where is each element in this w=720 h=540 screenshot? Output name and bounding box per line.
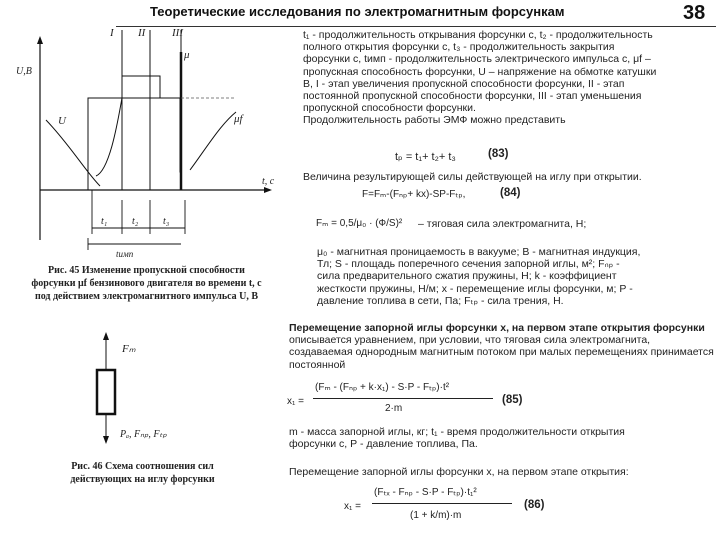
stage-label-2: II	[138, 27, 146, 39]
text-line: полного открытия форсунки с, t₃ - продолжительность закрытия	[303, 41, 615, 54]
equation-83: tₚ = t₁+ t₂+ t₃	[395, 151, 456, 163]
flow-step	[122, 76, 160, 98]
fig45-caption-line: форсунки μf бензинового двигателя во времени t, c	[31, 278, 262, 289]
x-axis-arrow	[264, 187, 272, 193]
equation-85-denominator: 2·m	[385, 403, 403, 414]
equation-83-number: (83)	[488, 148, 509, 160]
axis-y-label: U,В	[16, 66, 32, 77]
mu-label: μ	[184, 49, 190, 61]
motion-line: потоком при малых перемещениях принимается постоянной	[289, 346, 714, 371]
t2-label: t₂	[132, 216, 139, 227]
motion-line: тяговая сила электромагнита, создаваемая однородным магнитным	[289, 334, 651, 359]
force-top-label: Fₘ	[122, 343, 136, 355]
needle-body	[97, 370, 115, 414]
voltage-pulse	[88, 98, 181, 190]
motion-line: описывается уравнением, при условии, что	[289, 334, 502, 347]
voltage-curve	[46, 112, 236, 186]
t3-label: t₃	[163, 216, 170, 227]
equation-84-number: (84)	[500, 187, 521, 199]
muf-label: μf	[234, 113, 243, 125]
text-line: Тл; S - площадь поперечного сечения запорной иглы, м²; Fₙₚ -	[317, 258, 620, 271]
equation-85-lhs: x₁ =	[287, 396, 304, 407]
page-number: 38	[683, 2, 706, 24]
text-line: t₁ - продолжительность открывания форсунки с, t₂ - продолжительность	[303, 29, 653, 41]
figure-45-graph	[0, 14, 300, 264]
fig46-caption-line: действующих на иглу форсунки	[70, 474, 215, 485]
figure-46-caption	[20, 460, 265, 486]
equation-86-numerator: (Fₜₓ - Fₙₚ - S·P - Fₜₚ)·t₁²	[374, 487, 477, 498]
force-intro: Величина результирующей силы действующей на иглу при открытии.	[303, 171, 642, 183]
stage-label-1: I	[110, 27, 114, 39]
equation-86-denominator: (1 + k/m)·m	[410, 510, 462, 521]
definitions-paragraph	[303, 29, 715, 127]
text-line: пропускная способность форсунки, U – напряжение на обмотке катушки	[303, 65, 657, 78]
text-line: сила предварительного сжатия пружины, Н; k - коэффициент	[317, 270, 617, 283]
t1-label: t₁	[101, 216, 108, 227]
equation-85-fraction-bar	[313, 398, 493, 399]
flow-curve	[96, 98, 182, 176]
fig45-caption-line: под действием электромагнитного импульса U, В	[34, 291, 259, 302]
axis-x-label: t, c	[262, 176, 275, 187]
text-line: μ₀ - магнитная проницаемость в вакууме; В - магнитная индукция,	[317, 246, 641, 258]
force-arrow-bottom	[103, 436, 109, 444]
force-arrow-top	[103, 332, 109, 340]
equation-84: F=Fₘ-(Fₙₚ+ kx)-SP-Fₜₚ,	[362, 189, 466, 200]
figure-45-caption	[4, 264, 289, 303]
fig46-caption-line: Рис. 46 Схема соотношения сил	[71, 461, 214, 472]
equation-fm: Fₘ = 0,5/μ₀ · (Ф/S)²	[316, 218, 403, 229]
text-line: жесткости пружины, Н/м; x - перемещение иглы форсунки, м; Р -	[317, 282, 633, 295]
equation-85-number: (85)	[502, 394, 523, 406]
text-line: m - масса запорной иглы, кг; t₁ - время продолжительности открытия	[289, 426, 625, 438]
text-line: Продолжительность работы ЭМФ можно представить	[303, 114, 566, 127]
motion-paragraph-2: Перемещение запорной иглы форсунки x, на первом этапе открытия:	[289, 466, 629, 478]
force-bottom-label: Pₐ, Fₙₚ, Fₜₚ	[120, 429, 167, 440]
mu-paragraph	[317, 246, 715, 307]
stage-label-3: III	[172, 27, 183, 39]
U-label: U	[58, 115, 66, 127]
page-title: Теоретические исследования по электромагнитным форсункам	[150, 4, 565, 19]
text-line: пропускной способности форсунки.	[303, 102, 476, 115]
equation-86-number: (86)	[524, 499, 545, 511]
text-line: давление топлива в сети, Па; Fₜₚ - сила трения, Н.	[317, 294, 564, 307]
fig45-caption-line: Рис. 45 Изменение пропускной способности	[48, 265, 245, 276]
motion-bold: Перемещение запорной иглы форсунки x, на первом этапе открытия форсунки	[289, 322, 705, 334]
text-line: постоянной пропускной способности форсунки, III - этап уменьшения	[303, 90, 642, 103]
equation-86-fraction-bar	[372, 503, 512, 504]
figure-46-scheme	[80, 330, 190, 445]
text-line: форсунки с, tимп - продолжительность электрического импульса с, μf –	[303, 53, 651, 66]
motion-paragraph	[289, 322, 715, 371]
y-axis-arrow	[37, 36, 43, 44]
equation-fm-desc: – тяговая сила электромагнита, Н;	[418, 218, 587, 230]
text-line: В, I - этап увеличения пропускной способности форсунки, II - этап	[303, 77, 625, 90]
mass-paragraph	[289, 426, 715, 450]
text-line: форсунки с, Р - давление топлива, Па.	[289, 438, 478, 451]
equation-85-numerator: (Fₘ - (Fₙₚ + k·x₁) - S·P - Fₜₚ)·t²	[315, 382, 450, 393]
timp-label: tимп	[116, 249, 134, 259]
equation-86-lhs: x₁ =	[344, 501, 361, 512]
